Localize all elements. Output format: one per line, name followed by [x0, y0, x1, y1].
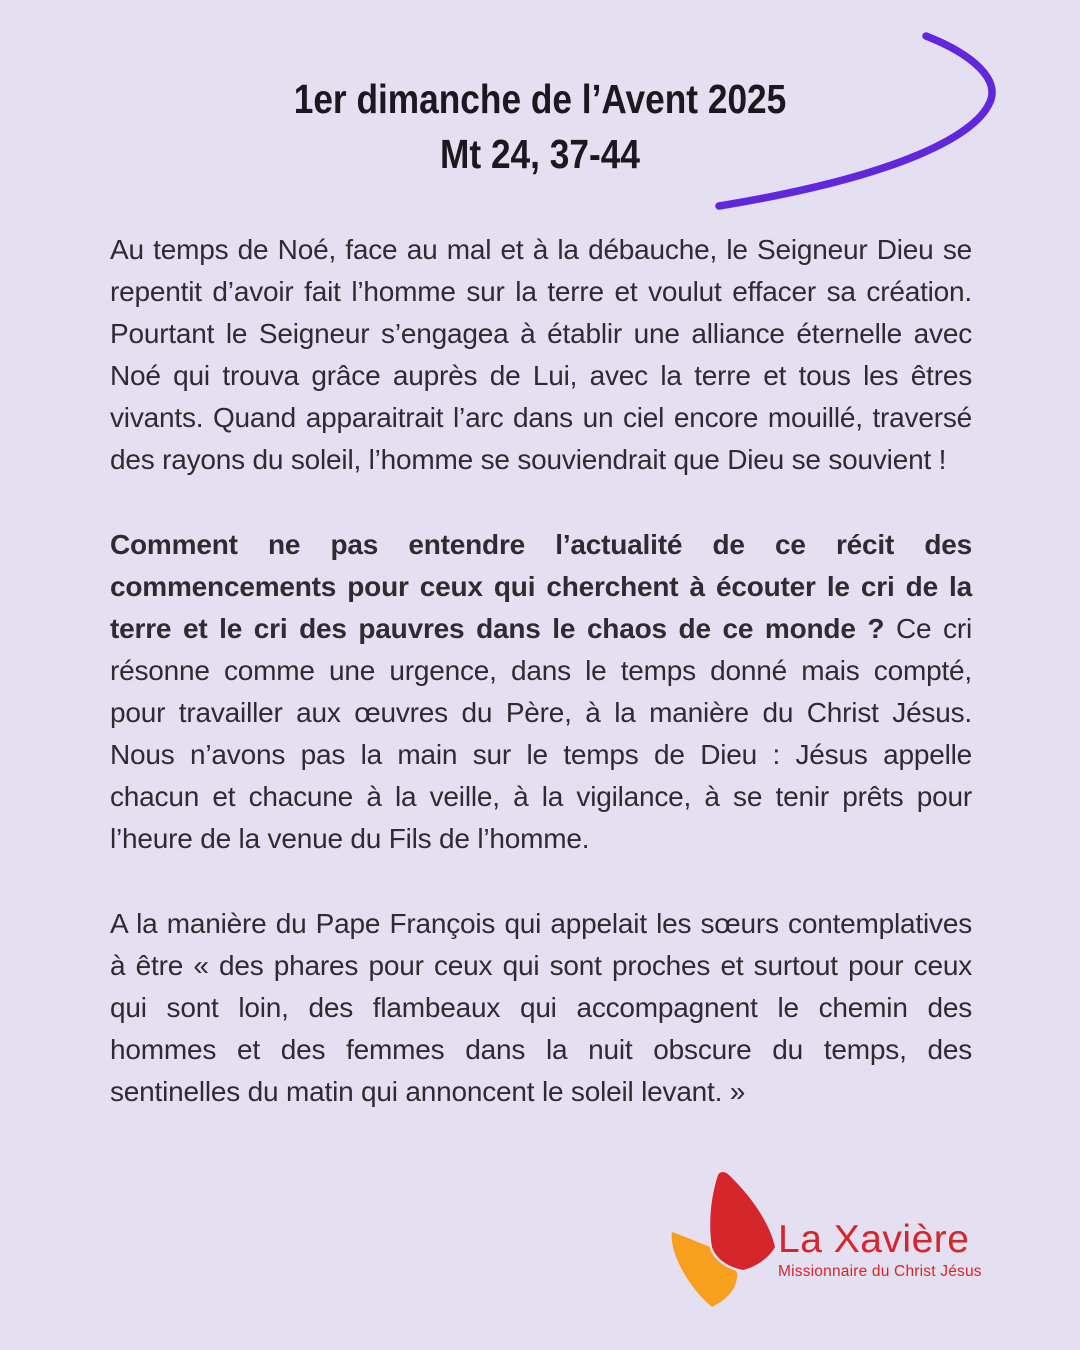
paragraph-1: Au temps de Noé, face au mal et à la débauche, le Seigneur Dieu se repentit d’avoir fait l’homme sur la terre et voulut effacer sa création. Pourtant le Seigneur s’engagea à établir une alliance éternelle avec Noé qui trouva grâce auprès de Lui, avec la terre et tous les êtres vivants. Quand apparaitrait l’arc dans un ciel encore mouillé, traversé des rayons du soleil, l’homme se souviendrait que Dieu se souvient ! [110, 234, 972, 475]
paragraph-2-rest: Ce cri résonne comme une urgence, dans le temps donné mais compté, pour travailler aux œuvres du Père, à la manière du Christ Jésus. Nous n’avons pas la main sur le temps de Dieu : Jésus appelle chacun et chacune à la veille, à la vigilance, à se tenir prêts pour l’heure de la venue du Fils de l’homme. [110, 613, 972, 854]
meditation-text [0, 229, 1080, 1113]
header [0, 0, 1080, 182]
paragraph-2 [110, 524, 972, 860]
logo-text [778, 1166, 982, 1318]
paragraph-2-bold-lead: Comment ne pas entendre l’actualité de ce récit des commencements pour ceux qui cherchent à écouter le cri de la terre et le cri des pauvres dans le chaos de ce monde ? [110, 529, 972, 644]
paragraph-3: A la manière du Pape François qui appelait les sœurs contemplatives à être « des phares pour ceux qui sont proches et surtout pour ceux qui sont loin, des flambeaux qui accompagnent le chemin des hommes et des femmes dans la nuit obscure du temps, des sentinelles du matin qui annoncent le soleil levant. » [110, 908, 972, 1107]
title-line-1: 1er dimanche de l’Avent 2025 [293, 76, 787, 122]
logo-tagline: Missionnaire du Christ Jésus [778, 1263, 982, 1280]
la-xaviere-logo [660, 1166, 990, 1318]
logo-name: La Xavière [778, 1218, 970, 1261]
title-line-2: Mt 24, 37-44 [440, 131, 640, 177]
page-title [76, 72, 1005, 182]
xaviere-flame-mark-icon [660, 1166, 780, 1316]
